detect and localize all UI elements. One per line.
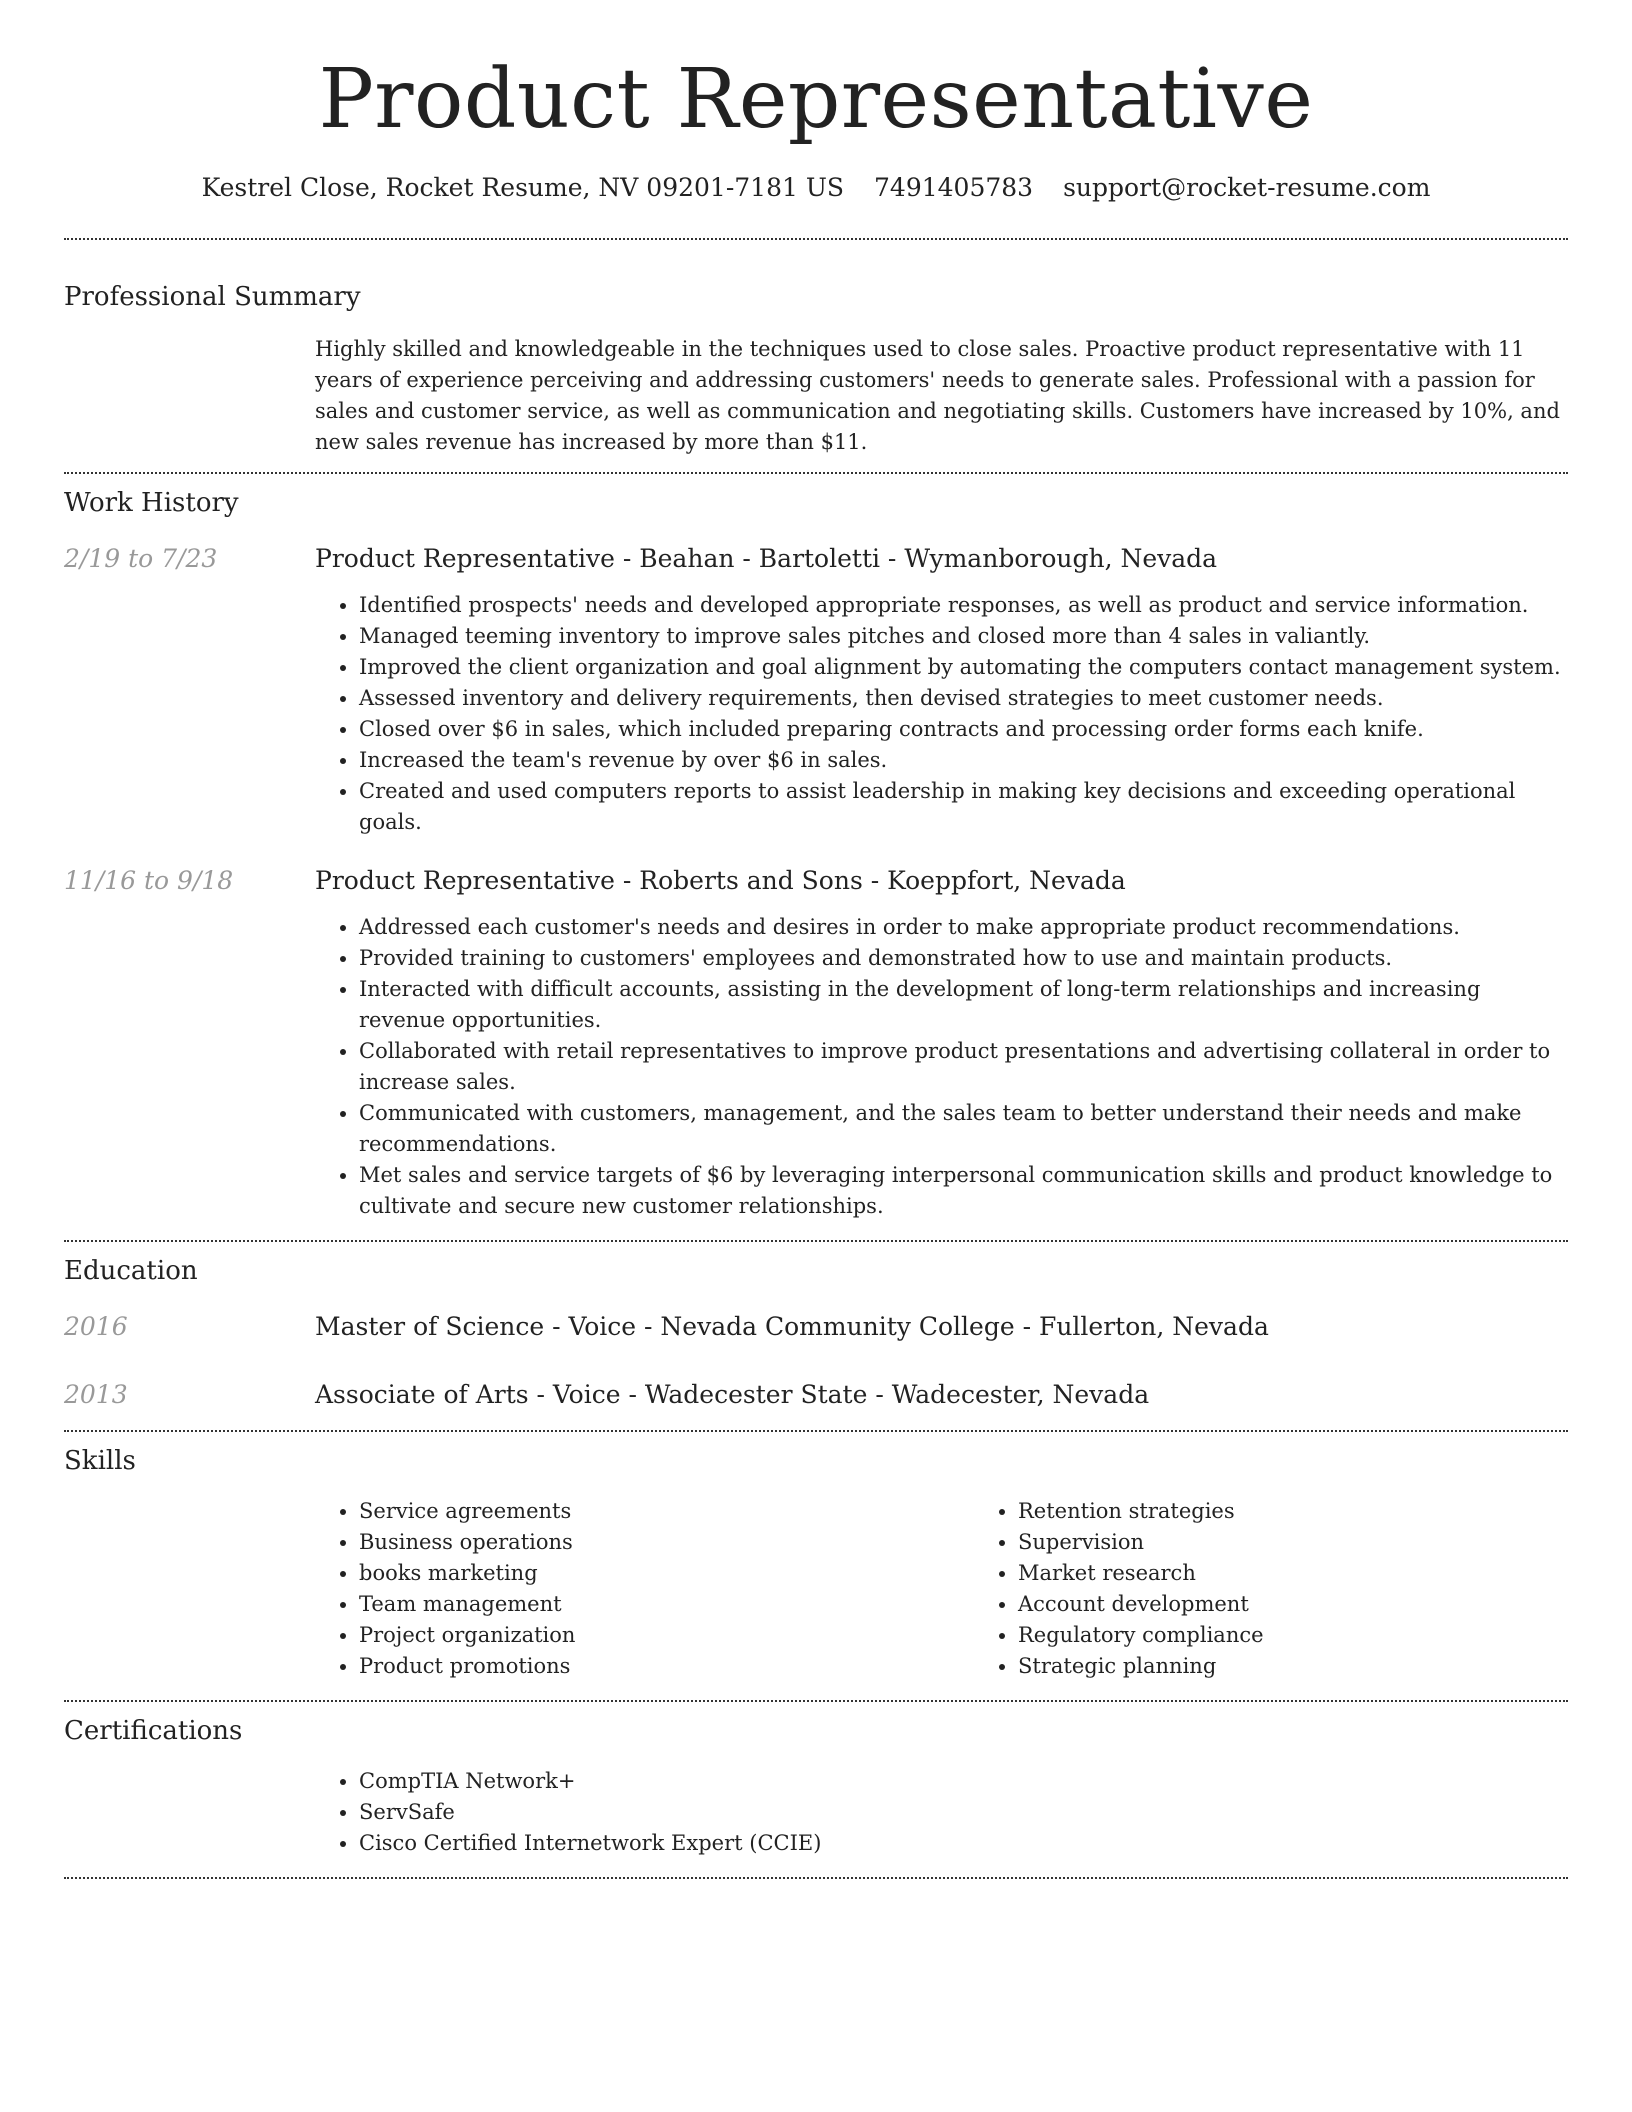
skills-grid: [315, 1496, 1632, 1682]
job-bullets: [315, 590, 1568, 838]
list-item: • Improved the client organization and goal alignment by automating the computers contact management system.: [359, 652, 1568, 683]
list-item: • Managed teeming inventory to improve sales pitches and closed more than 4 sales in valiantly.: [359, 621, 1568, 652]
list-item: • Regulatory compliance: [1018, 1620, 1632, 1651]
list-item: • Met sales and service targets of $6 by leveraging interpersonal communication skills and product knowledge to cultivate and secure new customer relationships.: [359, 1160, 1568, 1222]
education-entry: [64, 1378, 1568, 1412]
education-year: 2016: [64, 1312, 128, 1341]
summary-section: [64, 280, 1568, 458]
education-entry: [64, 1310, 1568, 1344]
list-item: • ServSafe: [359, 1797, 1568, 1828]
list-item: • Collaborated with retail representatives to improve product presentations and advertising collateral in order to increase sales.: [359, 1036, 1568, 1098]
education-title: Associate of Arts - Voice - Wadecester State - Wadecester, Nevada: [315, 1380, 1150, 1409]
list-item: • Interacted with difficult accounts, assisting in the development of long-term relationships and increasing revenue opportunities.: [359, 974, 1568, 1036]
divider: [64, 1430, 1568, 1432]
list-item: • Business operations: [359, 1527, 974, 1558]
list-item: • Provided training to customers' employees and demonstrated how to use and maintain products.: [359, 943, 1568, 974]
list-item: • Assessed inventory and delivery requirements, then devised strategies to meet customer needs.: [359, 683, 1568, 714]
certifications-list: [315, 1766, 1568, 1859]
job-entry: [64, 542, 1568, 838]
skills-section: [64, 1444, 1568, 1682]
divider: [64, 1877, 1568, 1879]
email: support@rocket-resume.com: [1063, 173, 1431, 202]
list-item: • Product promotions: [359, 1651, 974, 1682]
list-item: • Identified prospects' needs and developed appropriate responses, as well as product and service information.: [359, 590, 1568, 621]
divider: [64, 238, 1568, 240]
list-item: • Increased the team's revenue by over $6 in sales.: [359, 745, 1568, 776]
list-item: • Communicated with customers, management, and the sales team to better understand their needs and make recommendations.: [359, 1098, 1568, 1160]
section-title-certifications: Certifications: [64, 1716, 243, 1746]
job-dates: 11/16 to 9/18: [64, 866, 234, 895]
resume-name: Product Representative: [318, 52, 1314, 147]
skills-list-left: [315, 1496, 974, 1682]
summary-text: Highly skilled and knowledgeable in the techniques used to close sales. Proactive product representative with 11 years of experience perceiving and addressing customers' needs to generate sales. Professional with a passion for sales and customer service, as well as communication and negotiating skills. Customers have increased by 10%, and new sales revenue has increased by more than $11.: [315, 337, 1560, 454]
job-entry: [64, 864, 1568, 1222]
job-bullets: [315, 912, 1568, 1222]
list-item: • Supervision: [1018, 1527, 1632, 1558]
address: Kestrel Close, Rocket Resume, NV 09201-7181 US: [201, 173, 845, 202]
list-item: • Project organization: [359, 1620, 974, 1651]
section-title-summary: Professional Summary: [64, 282, 361, 312]
divider: [64, 1240, 1568, 1242]
job-dates: 2/19 to 7/23: [64, 544, 218, 573]
section-title-skills: Skills: [64, 1446, 136, 1476]
work-history-section: [64, 486, 1568, 1222]
divider: [64, 1700, 1568, 1702]
list-item: • CompTIA Network+: [359, 1766, 1568, 1797]
contact-line: [64, 172, 1568, 204]
education-year: 2013: [64, 1380, 128, 1409]
list-item: • Service agreements: [359, 1496, 974, 1527]
skills-list-right: [974, 1496, 1632, 1682]
resume-page: [64, 0, 1568, 1879]
section-title-work: Work History: [64, 488, 239, 518]
list-item: • Team management: [359, 1589, 974, 1620]
list-item: • Account development: [1018, 1589, 1632, 1620]
list-item: • Retention strategies: [1018, 1496, 1632, 1527]
divider: [64, 472, 1568, 474]
list-item: • Addressed each customer's needs and desires in order to make appropriate product recommendations.: [359, 912, 1568, 943]
education-section: [64, 1254, 1568, 1412]
list-item: • Strategic planning: [1018, 1651, 1632, 1682]
list-item: • Market research: [1018, 1558, 1632, 1589]
list-item: • Cisco Certified Internetwork Expert (CCIE): [359, 1828, 1568, 1859]
certifications-section: [64, 1714, 1568, 1859]
job-title: Product Representative - Beahan - Bartoletti - Wymanborough, Nevada: [315, 544, 1218, 573]
list-item: • Created and used computers reports to assist leadership in making key decisions and exceeding operational goals.: [359, 776, 1568, 838]
section-title-education: Education: [64, 1256, 198, 1286]
list-item: • Closed over $6 in sales, which included preparing contracts and processing order forms each knife.: [359, 714, 1568, 745]
phone: 7491405783: [874, 173, 1034, 202]
education-title: Master of Science - Voice - Nevada Community College - Fullerton, Nevada: [315, 1312, 1269, 1341]
list-item: • books marketing: [359, 1558, 974, 1589]
job-title: Product Representative - Roberts and Sons - Koeppfort, Nevada: [315, 866, 1126, 895]
